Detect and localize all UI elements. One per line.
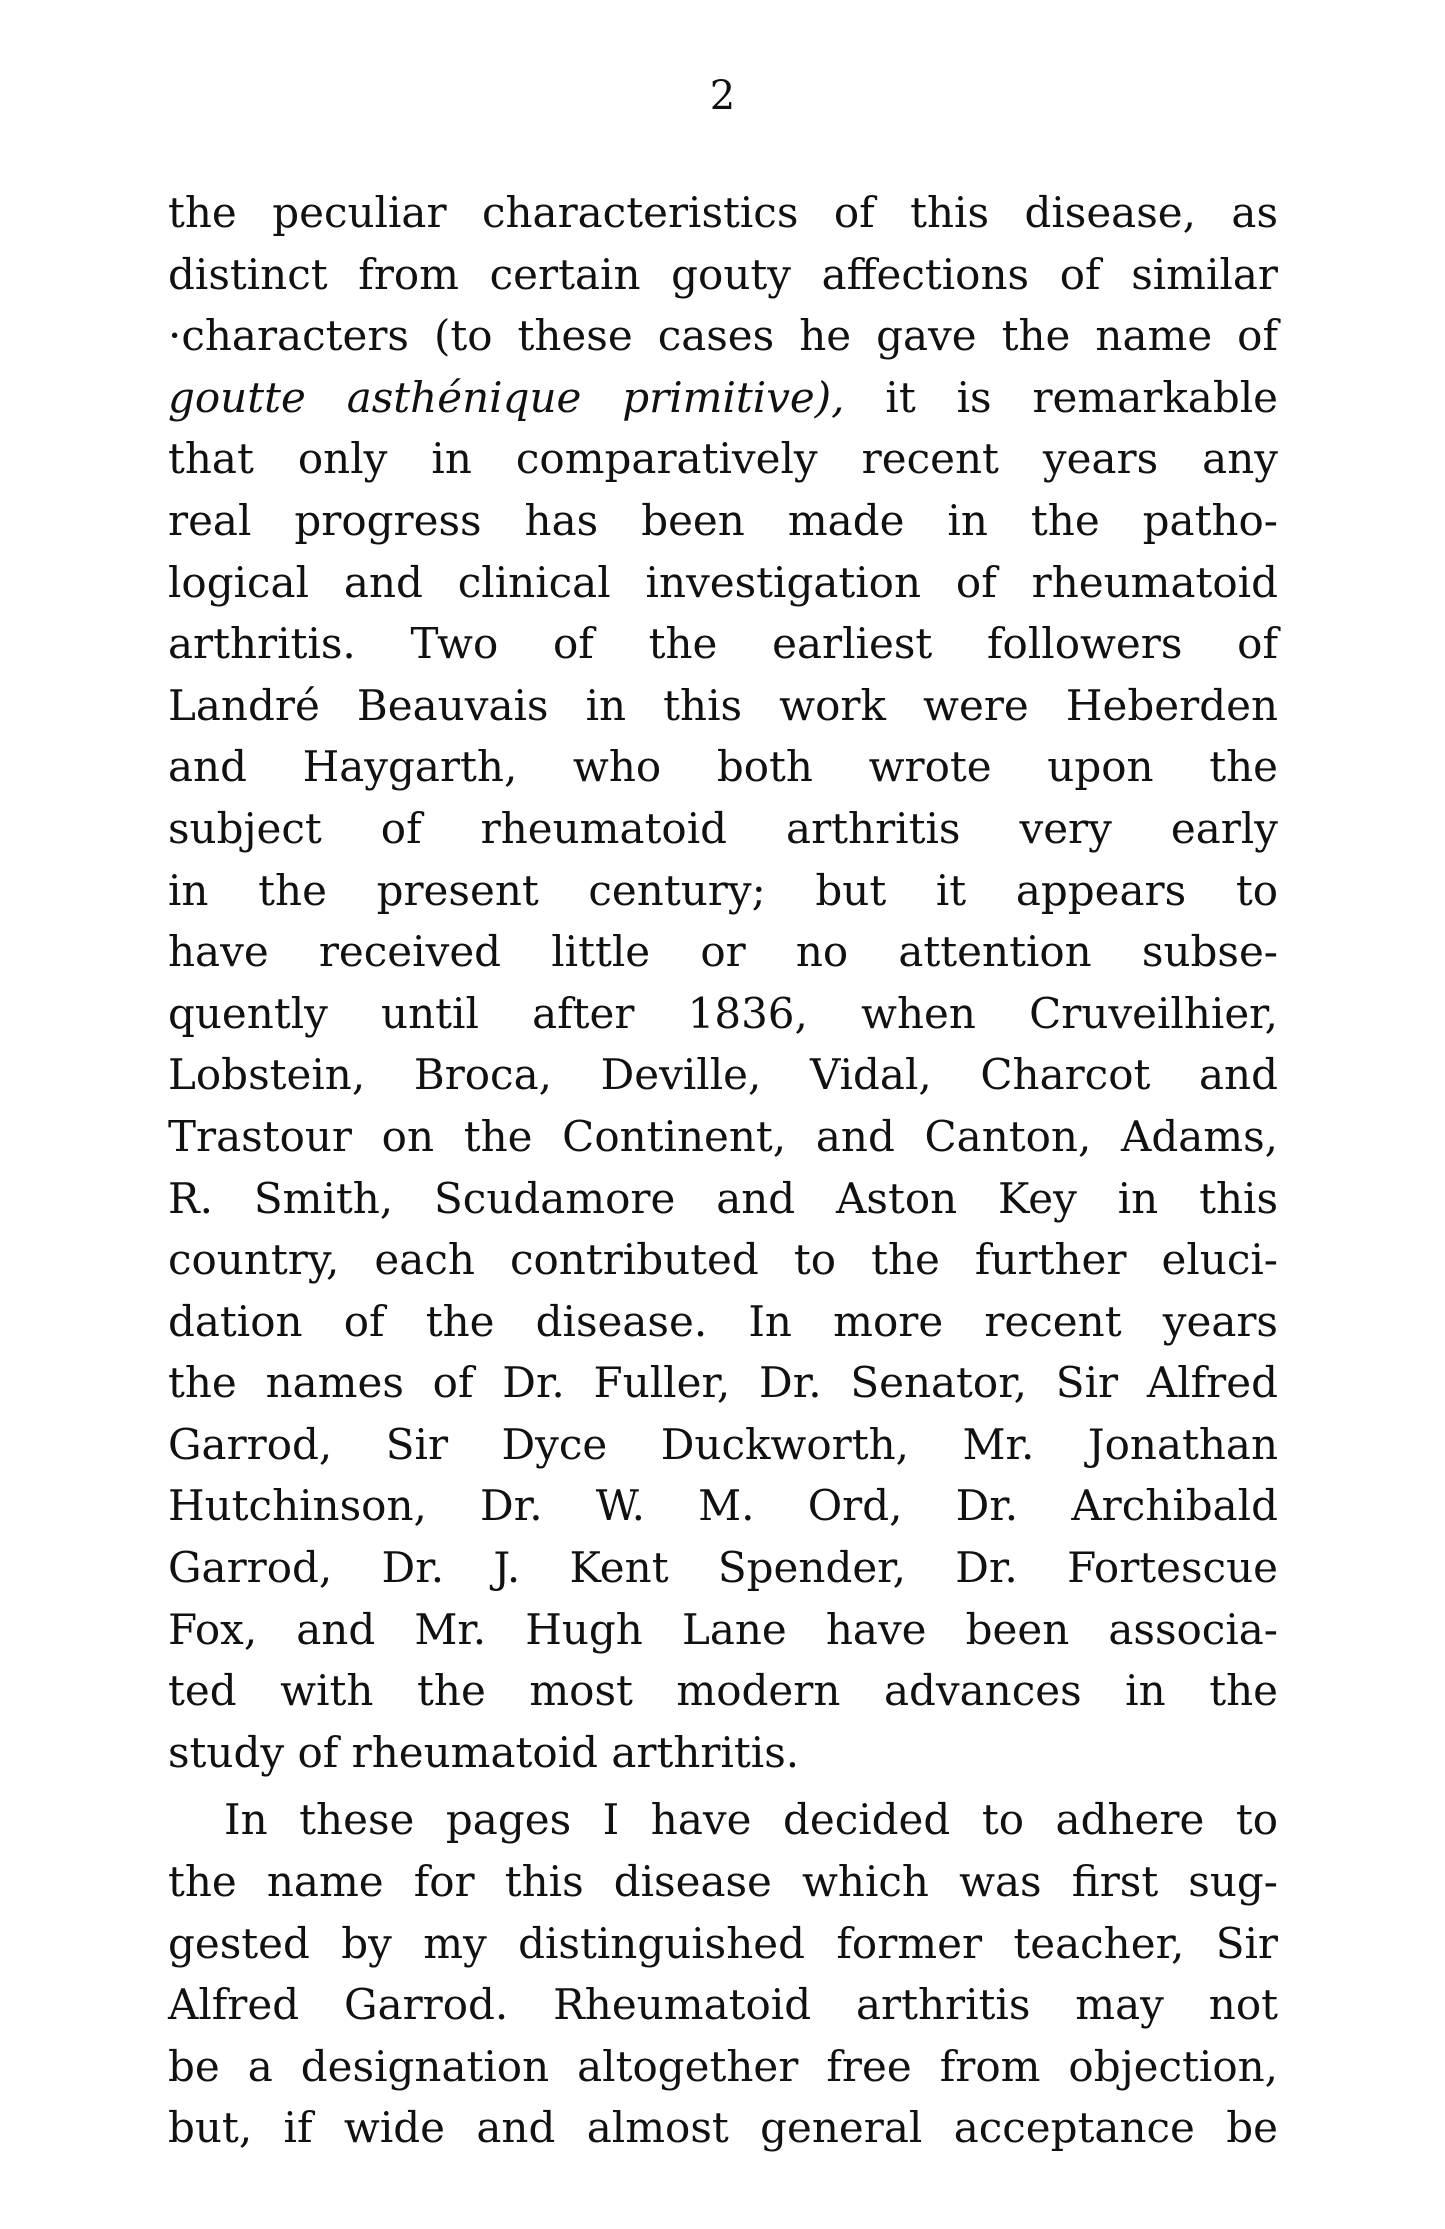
text-line: country, each contributed to the further eluci- xyxy=(168,1235,1278,1285)
text-line: and Haygarth, who both wrote upon the xyxy=(168,742,1278,792)
italic-term: goutte asthénique primitive), xyxy=(168,372,845,422)
text-segment: it is remarkable xyxy=(844,372,1279,422)
text-line: Garrod, Dr. J. Kent Spender, Dr. Fortescue xyxy=(168,1543,1278,1593)
text-line: ted with the most modern advances in the xyxy=(168,1666,1278,1716)
text-line: Landré Beauvais in this work were Heberden xyxy=(168,680,1278,730)
text-line: have received little or no attention subse- xyxy=(168,927,1278,977)
text-line: Trastour on the Continent, and Canton, Adams, xyxy=(168,1111,1278,1161)
text-line: arthritis. Two of the earliest followers of xyxy=(168,619,1278,669)
text-line: that only in comparatively recent years any xyxy=(168,434,1278,484)
text-line: quently until after 1836, when Cruveilhier, xyxy=(168,988,1278,1038)
text-line: the name for this disease which was first sug- xyxy=(168,1857,1278,1907)
text-line: Hutchinson, Dr. W. M. Ord, Dr. Archibald xyxy=(168,1481,1278,1531)
text-line: R. Smith, Scudamore and Aston Key in this xyxy=(168,1173,1278,1223)
text-line: study of rheumatoid arthritis. xyxy=(168,1727,800,1777)
text-line: Lobstein, Broca, Deville, Vidal, Charcot and xyxy=(168,1050,1278,1100)
text-line: ·characters (to these cases he gave the name of xyxy=(168,311,1278,361)
text-line: Alfred Garrod. Rheumatoid arthritis may not xyxy=(168,1980,1278,2030)
text-line: In these pages I have decided to adhere to xyxy=(224,1795,1278,1845)
text-line: subject of rheumatoid arthritis very early xyxy=(168,803,1278,853)
text-line: in the present century; but it appears to xyxy=(168,865,1278,915)
text-line: the names of Dr. Fuller, Dr. Senator, Sir Alfred xyxy=(168,1358,1278,1408)
text-line: dation of the disease. In more recent years xyxy=(168,1296,1278,1346)
text-line: distinct from certain gouty affections of similar xyxy=(168,249,1278,299)
text-line: the peculiar characteristics of this disease, as xyxy=(168,188,1278,237)
text-line: gested by my distinguished former teacher, Sir xyxy=(168,1918,1278,1968)
text-line: logical and clinical investigation of rheumatoid xyxy=(168,557,1278,607)
text-line: but, if wide and almost general acceptance be xyxy=(168,2103,1278,2153)
page-number: 2 xyxy=(709,73,736,119)
text-line: be a designation altogether free from objection, xyxy=(168,2041,1278,2091)
text-line: Garrod, Sir Dyce Duckworth, Mr. Jonathan xyxy=(168,1419,1278,1469)
text-line: real progress has been made in the patho- xyxy=(168,495,1278,545)
text-line: Fox, and Mr. Hugh Lane have been associa- xyxy=(168,1604,1278,1654)
body-text xyxy=(168,182,1278,2159)
text-line xyxy=(168,367,1278,429)
